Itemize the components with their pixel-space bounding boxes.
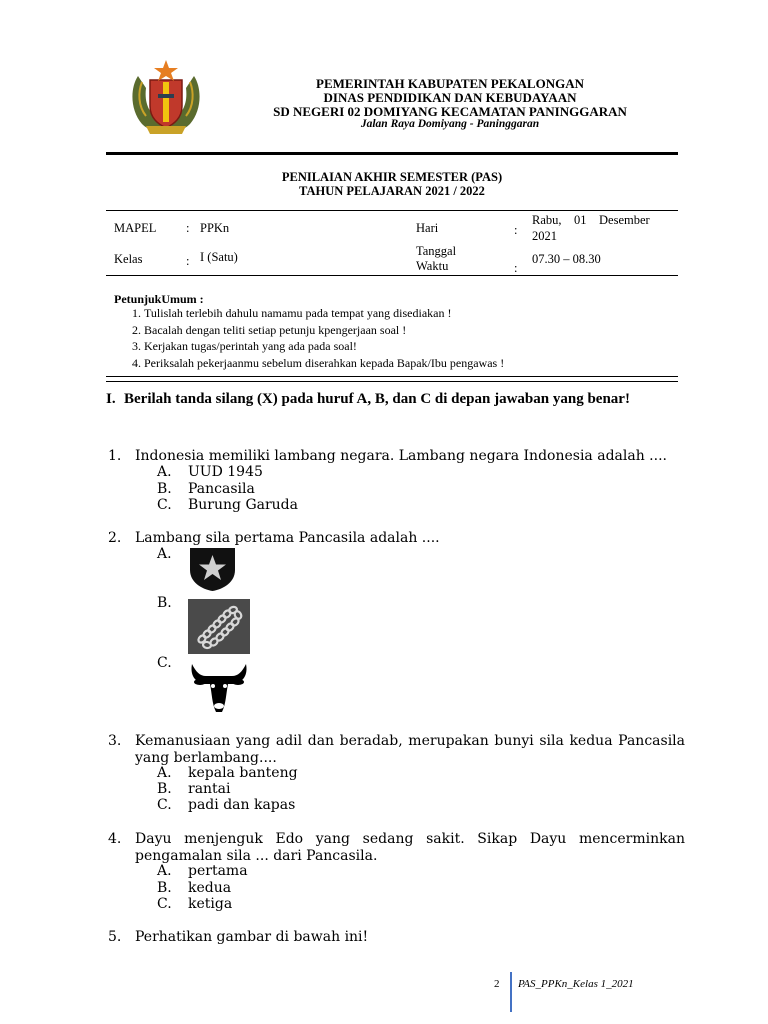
waktu-label-line1: Tanggal: [416, 244, 457, 258]
instruction-item: 1. Tulislah terlebih dahulu namamu pada tempat yang disediakan !: [144, 305, 504, 322]
waktu-colon: :: [514, 261, 518, 275]
q3-option-a-letter[interactable]: A.: [157, 765, 172, 781]
q3-option-c-text: padi dan kapas: [188, 797, 296, 813]
q2-option-c-letter[interactable]: C.: [157, 655, 172, 671]
kelas-value: I (Satu): [200, 250, 238, 264]
q1-option-c-text: Burung Garuda: [188, 497, 298, 513]
bull-head-icon: [188, 660, 250, 716]
q4-option-a-letter[interactable]: A.: [157, 863, 172, 879]
question-2-number: 2.: [108, 530, 122, 546]
exam-title: PENILAIAN AKHIR SEMESTER (PAS): [281, 170, 503, 184]
question-1-text: Indonesia memiliki lambang negara. Lambang negara Indonesia adalah ....: [135, 448, 667, 464]
instructions-divider: [106, 376, 678, 382]
document-name: PAS_PPKn_Kelas 1_2021: [518, 978, 634, 990]
q4-option-b-text: kedua: [188, 880, 232, 896]
question-1-number: 1.: [108, 448, 122, 464]
q2-option-b-letter[interactable]: B.: [157, 595, 172, 611]
q2-option-a-letter[interactable]: A.: [157, 546, 172, 562]
waktu-label-line2: Waktu: [416, 259, 449, 273]
q4-option-c-text: ketiga: [188, 896, 233, 912]
q4-option-c-letter[interactable]: C.: [157, 896, 172, 912]
question-2-text: Lambang sila pertama Pancasila adalah ....: [135, 530, 440, 546]
mapel-colon: :: [186, 221, 190, 235]
q3-option-a-text: kepala banteng: [188, 765, 298, 781]
mapel-label: MAPEL: [114, 221, 157, 235]
question-3-text: Kemanusiaan yang adil dan beradab, merupakan bunyi sila kedua Pancasila yang berlambang....: [135, 733, 685, 766]
instructions-title: PetunjukUmum :: [114, 292, 204, 306]
footer-divider: [510, 972, 512, 1012]
waktu-value: 07.30 – 08.30: [532, 252, 601, 266]
question-4-number: 4.: [108, 831, 122, 847]
header-divider: [106, 152, 678, 155]
q1-option-b-letter[interactable]: B.: [157, 481, 172, 497]
header-department: DINAS PENDIDIKAN DAN KEBUDAYAAN: [323, 90, 577, 105]
general-instructions: [106, 284, 678, 376]
exam-year: TAHUN PELAJARAN 2021 / 2022: [299, 184, 485, 198]
question-3-number: 3.: [108, 733, 122, 749]
question-5-number: 5.: [108, 929, 122, 945]
header-government: PEMERINTAH KABUPATEN PEKALONGAN: [316, 76, 584, 91]
header-address: Jalan Raya Domiyang - Paninggaran: [360, 118, 540, 130]
hari-label: Hari: [416, 221, 439, 235]
q3-option-b-text: rantai: [188, 781, 231, 797]
q1-option-c-letter[interactable]: C.: [157, 497, 172, 513]
q4-option-b-letter[interactable]: B.: [157, 880, 172, 896]
hari-colon: :: [514, 223, 518, 237]
q1-option-a-text: UUD 1945: [188, 464, 263, 480]
q3-option-b-letter[interactable]: B.: [157, 781, 172, 797]
q4-option-a-text: pertama: [188, 863, 248, 879]
instruction-item: 2. Bacalah dengan teliti setiap petunju kpengerjaan soal !: [144, 322, 504, 339]
header-school: SD NEGERI 02 DOMIYANG KECAMATAN PANINGGARAN: [273, 104, 627, 119]
instruction-item: 4. Periksalah pekerjaanmu sebelum diserahkan kepada Bapak/Ibu pengawas !: [144, 355, 504, 372]
instruction-item: 3. Kerjakan tugas/perintah yang ada pada soal!: [144, 338, 504, 355]
question-4-text: Dayu menjenguk Edo yang sedang sakit. Sikap Dayu mencerminkan pengamalan sila ... dari Pancasila.: [135, 831, 685, 864]
instructions-list: [124, 305, 504, 371]
kelas-colon: :: [186, 254, 190, 268]
page-number: 2: [494, 978, 500, 990]
q3-option-c-letter[interactable]: C.: [157, 797, 172, 813]
kelas-label: Kelas: [114, 252, 143, 266]
mapel-value: PPKn: [200, 221, 230, 235]
hari-value-line2: 2021: [532, 229, 557, 243]
star-shield-icon: [188, 546, 237, 592]
q1-option-b-text: Pancasila: [188, 481, 255, 497]
section-number: I.: [106, 391, 116, 407]
hari-value-line1: Rabu, 01 Desember: [532, 213, 650, 227]
regency-emblem-logo: [128, 58, 204, 136]
q1-option-a-letter[interactable]: A.: [157, 464, 172, 480]
exam-info-table: [106, 210, 678, 276]
chain-icon: [188, 599, 250, 654]
section-instruction: Berilah tanda silang (X) pada huruf A, B, dan C di depan jawaban yang benar!: [124, 391, 630, 407]
question-5-text: Perhatikan gambar di bawah ini!: [135, 929, 369, 945]
